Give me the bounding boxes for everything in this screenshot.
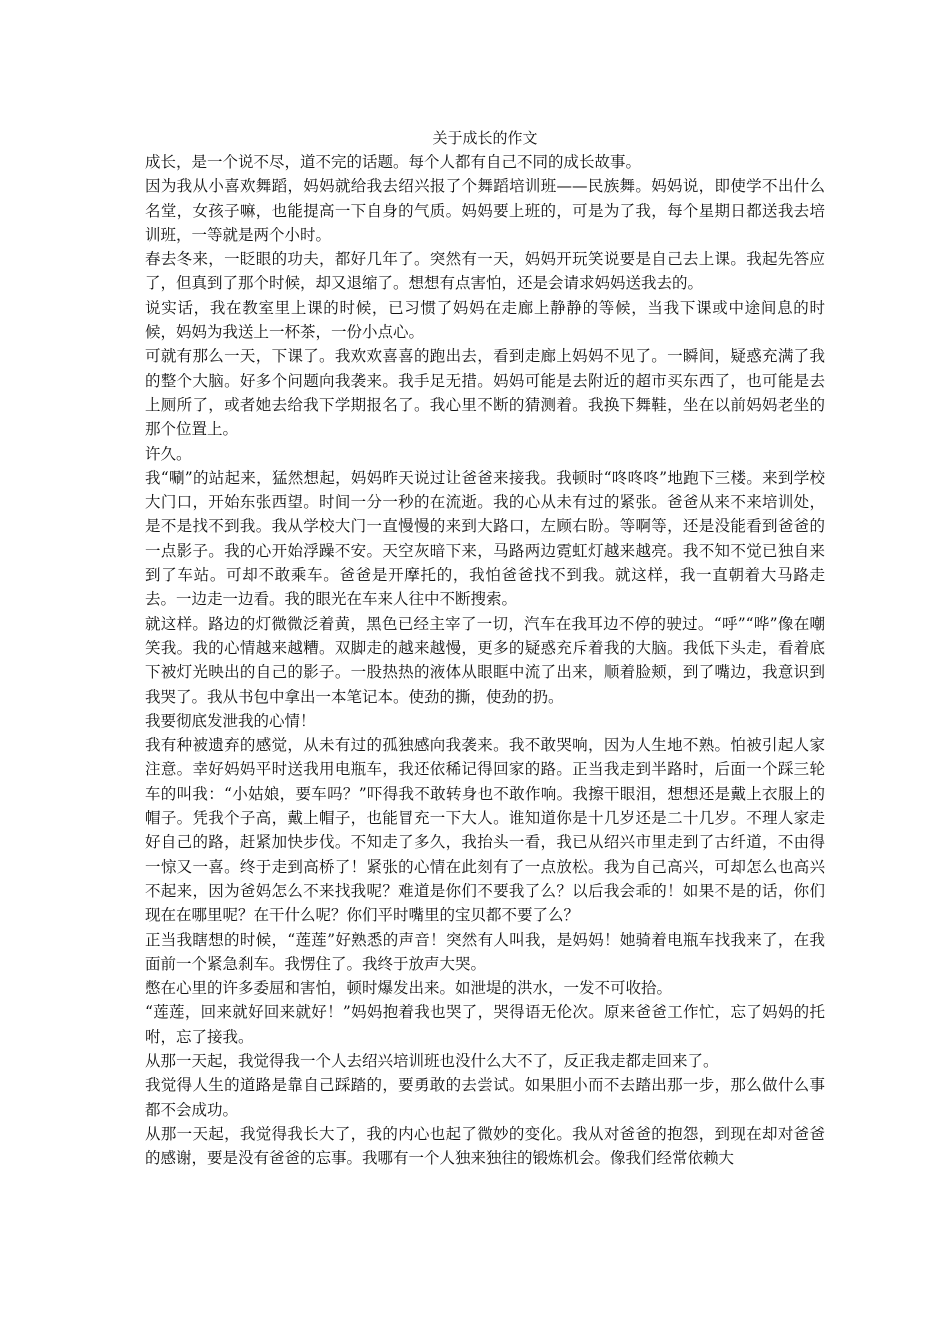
paragraph-2: 因为我从小喜欢舞蹈，妈妈就给我去绍兴报了个舞蹈培训班——民族舞。妈妈说，即使学不出什么名堂，女孩子嘛，也能提高一下自身的气质。妈妈要上班的，可是为了我，每个星期日都送我去培训班，一等就是两个小时。 — [145, 177, 825, 244]
paragraph-1: 成长，是一个说不尽，道不完的话题。每个人都有自己不同的成长故事。 — [145, 153, 642, 171]
paragraph-9: 我要彻底发泄我的心情！ — [145, 711, 316, 730]
paragraph-13: “莲莲，回来就好回来就好！”妈妈抱着我也哭了，哭得语无伦次。原来爸爸工作忙，忘了妈妈的托咐，忘了接我。 — [145, 1003, 825, 1046]
paragraph-6: 许久。 — [145, 444, 192, 463]
document-title: 关于成长的作文 — [432, 129, 538, 147]
paragraph-7: 我“唰”的站起来，猛然想起，妈妈昨天说过让爸爸来接我。我顿时“咚咚咚”地跑下三楼。来到学校大门口，开始东张西望。时间一分一秒的在流逝。我的心从未有过的紧张。爸爸从来不来培训处，是不是找不到我。我从学校大门一直慢慢的来到大路口，左顾右盼。等啊等，还是没能看到爸爸的一点影子。我的心开始浮躁不安。天空灰暗下来，马路两边霓虹灯越来越亮。我不知不觉已独自来到了车站。可却不敢乘车。爸爸是开摩托的，我怕爸爸找不到我。就这样，我一直朝着大马路走去。一边走一边看。我的眼光在车来人往中不断搜索。 — [145, 468, 825, 609]
paragraph-3: 春去冬来，一眨眼的功夫，都好几年了。突然有一天，妈妈开玩笑说要是自己去上课。我起先答应了，但真到了那个时候，却又退缩了。想想有点害怕，还是会请求妈妈送我去的。 — [145, 250, 825, 293]
paragraph-8: 就这样。路边的灯微微泛着黄，黑色已经主宰了一切，汽车在我耳边不停的驶过。“呼”“哗”像在嘲笑我。我的心情越来越糟。双脚走的越来越慢，更多的疑惑充斥着我的大脑。我低下头走，看着底下被灯光映出的自己的影子。一股热热的液体从眼眶中流了出来，顺着脸颊，到了嘴边，我意识到我哭了。我从书包中拿出一本笔记本。使劲的撕，使劲的扔。 — [145, 614, 825, 706]
paragraph-14: 从那一天起，我觉得我一个人去绍兴培训班也没什么大不了，反正我走都走回来了。 — [145, 1051, 719, 1070]
paragraph-4: 说实话，我在教室里上课的时候，已习惯了妈妈在走廊上静静的等候，当我下课或中途间息的时候，妈妈为我送上一杯茶，一份小点心。 — [145, 298, 825, 342]
paragraph-16: 从那一天起，我觉得我长大了，我的内心也起了微妙的变化。我从对爸爸的抱怨，到现在却对爸爸的感谢，要是没有爸爸的忘事。我哪有一个人独来独往的锻炼机会。像我们经常依赖大 — [145, 1124, 825, 1168]
paragraph-15: 我觉得人生的道路是靠自己踩踏的，要勇敢的去尝试。如果胆小而不去踏出那一步，那么做什么事都不会成功。 — [145, 1076, 825, 1119]
paragraph-10: 我有种被遗弃的感觉，从未有过的孤独感向我袭来。我不敢哭响，因为人生地不熟。怕被引起人家注意。幸好妈妈平时送我用电瓶车，我还依稀记得回家的路。正当我走到半路时，后面一个踩三轮车的叫我：“小姑娘，要车吗？”吓得我不敢转身也不敢作响。我擦干眼泪，想想还是戴上衣服上的帽子。凭我个子高，戴上帽子，也能冒充一下大人。谁知道你是十几岁还是二十几岁。不理人家走好自己的路，赶紧加快步伐。不知走了多久，我抬头一看，我已从绍兴市里走到了古纤道，不由得一惊又一喜。终于走到高桥了！紧张的心情在此刻有了一点放松。我为自己高兴，可却怎么也高兴不起来，因为爸妈怎么不来找我呢？难道是你们不要我了么？以后我会乖的！如果不是的话，你们现在在哪里呢？在干什么呢？你们平时嘴里的宝贝都不要了么？ — [145, 736, 825, 925]
paragraph-11: 正当我瞎想的时候，“莲莲”好熟悉的声音！突然有人叫我，是妈妈！她骑着电瓶车找我来了，在我面前一个紧急刹车。我愣住了。我终于放声大哭。 — [145, 930, 825, 973]
document-page — [145, 128, 825, 1170]
paragraph-12: 憋在心里的许多委屈和害怕，顿时爆发出来。如泄堤的洪水，一发不可收拾。 — [145, 979, 673, 998]
paragraph-5: 可就有那么一天，下课了。我欢欢喜喜的跑出去，看到走廊上妈妈不见了。一瞬间，疑惑充满了我的整个大脑。好多个问题向我袭来。我手足无措。妈妈可能是去附近的超市买东西了，也可能是去上厕所了，或者她去给我下学期报名了。我心里不断的猜测着。我换下舞鞋，坐在以前妈妈老坐的那个位置上。 — [145, 347, 825, 439]
